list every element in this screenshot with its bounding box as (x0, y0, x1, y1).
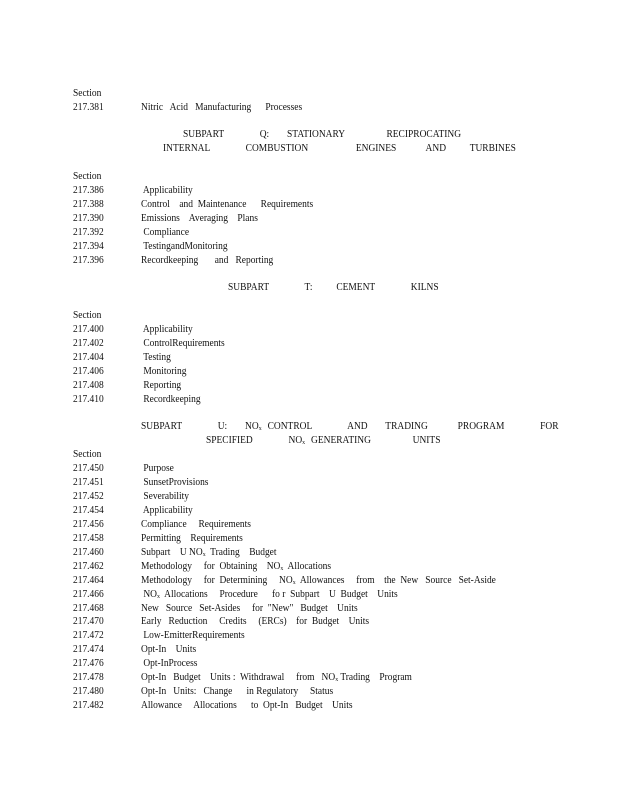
section-number: 217.474 (73, 644, 104, 656)
section-number: 217.468 (73, 602, 104, 614)
section-title: TestingandMonitoring (141, 241, 228, 252)
section-number: 217.410 (73, 394, 104, 405)
section-number: 217.454 (73, 504, 104, 516)
section-label: Section (73, 449, 102, 460)
section-title: Reporting (141, 380, 182, 391)
section-number: 217.404 (73, 352, 104, 363)
section-title: Recordkeeping and Reporting (141, 255, 274, 266)
subpart-q-heading-line1: SUBPART Q: STATIONARY RECIPROCATING (183, 129, 462, 140)
section-number: 217.394 (73, 241, 104, 252)
section-title: Applicability (141, 504, 193, 516)
section-number: 217.408 (73, 380, 104, 391)
section-title: Purpose (141, 463, 174, 474)
section-number: 217.451 (73, 476, 104, 488)
section-label: Section (73, 88, 102, 99)
section-title: New Source Set-Asides for "New" Budget Units (141, 602, 358, 614)
section-number: 217.478 (73, 672, 104, 684)
section-number: 217.472 (73, 630, 104, 642)
section-number: 217.480 (73, 686, 104, 698)
section-title: Early Reduction Credits (ERCs) for Budget Units (141, 616, 370, 628)
section-title: Opt-In Units (141, 644, 197, 656)
subscript-x: x (202, 550, 206, 558)
section-number: 217.402 (73, 338, 104, 349)
subpart-t-heading: SUBPART T: CEMENT KILNS (228, 282, 439, 293)
section-title: Compliance (141, 227, 190, 238)
section-number: 217.482 (73, 700, 104, 712)
section-title: Applicability (141, 324, 193, 335)
section-number: 217.466 (73, 588, 104, 600)
section-title: Allowance Allocations to Opt-In Budget Units (141, 700, 353, 712)
section-number: 217.400 (73, 324, 104, 335)
section-label: Section (73, 310, 102, 321)
section-title: Methodology for Obtaining NOx Allocations (141, 560, 332, 572)
section-title: Severability (141, 490, 190, 502)
section-title: Permitting Requirements (141, 532, 243, 544)
section-title: Testing (141, 352, 171, 363)
section-number: 217.386 (73, 185, 104, 196)
section-title: Subpart U NOx Trading Budget (141, 546, 277, 558)
section-label: Section (73, 171, 102, 182)
section-number: 217.458 (73, 532, 104, 544)
section-title: Nitric Acid Manufacturing Processes (141, 102, 303, 113)
section-title: Low-EmitterRequirements (141, 630, 245, 642)
section-title: Monitoring (141, 366, 187, 377)
section-title: Opt-In Budget Units : Withdrawal from NOx Trading Program (141, 672, 412, 684)
section-number: 217.460 (73, 546, 104, 558)
section-number: 217.381 (73, 102, 104, 113)
section-number: 217.464 (73, 574, 104, 586)
section-number: 217.392 (73, 227, 104, 238)
section-title: SunsetProvisions (141, 476, 209, 488)
section-title: Emissions Averaging Plans (141, 213, 258, 224)
subscript-x: x (292, 578, 296, 586)
subscript-x: x (335, 676, 339, 684)
section-title: Recordkeeping (141, 394, 201, 405)
section-number: 217.462 (73, 560, 104, 572)
section-number: 217.456 (73, 518, 104, 530)
section-title: Control and Maintenance Requirements (141, 199, 314, 210)
section-number: 217.396 (73, 255, 104, 266)
section-title: ControlRequirements (141, 338, 225, 349)
section-title: Opt-InProcess (141, 658, 198, 670)
subpart-u-heading-line2: SPECIFIED NOx GENERATING UNITS (206, 435, 441, 446)
section-number: 217.470 (73, 616, 104, 628)
section-title: Compliance Requirements (141, 518, 251, 530)
section-number: 217.406 (73, 366, 104, 377)
section-title: Opt-In Units: Change in Regulatory Status (141, 686, 334, 698)
subpart-u-heading-line1: SUBPART U: NOx CONTROL AND TRADING PROGRAM FOR (141, 421, 559, 432)
section-number: 217.452 (73, 490, 104, 502)
subpart-q-heading-line2: INTERNAL COMBUSTION ENGINES AND TURBINES (163, 143, 516, 154)
section-number: 217.388 (73, 199, 104, 210)
section-title: Methodology for Determining NOx Allowances from the New Source Set-Aside (141, 574, 496, 586)
section-title: Applicability (141, 185, 193, 196)
section-number: 217.390 (73, 213, 104, 224)
section-number: 217.450 (73, 463, 104, 474)
subscript-x: x (157, 592, 160, 600)
section-number: 217.476 (73, 658, 104, 670)
subscript-x: x (280, 564, 284, 572)
section-title: NOx Allocations Procedure fo r Subpart U Budget Units (141, 588, 398, 600)
